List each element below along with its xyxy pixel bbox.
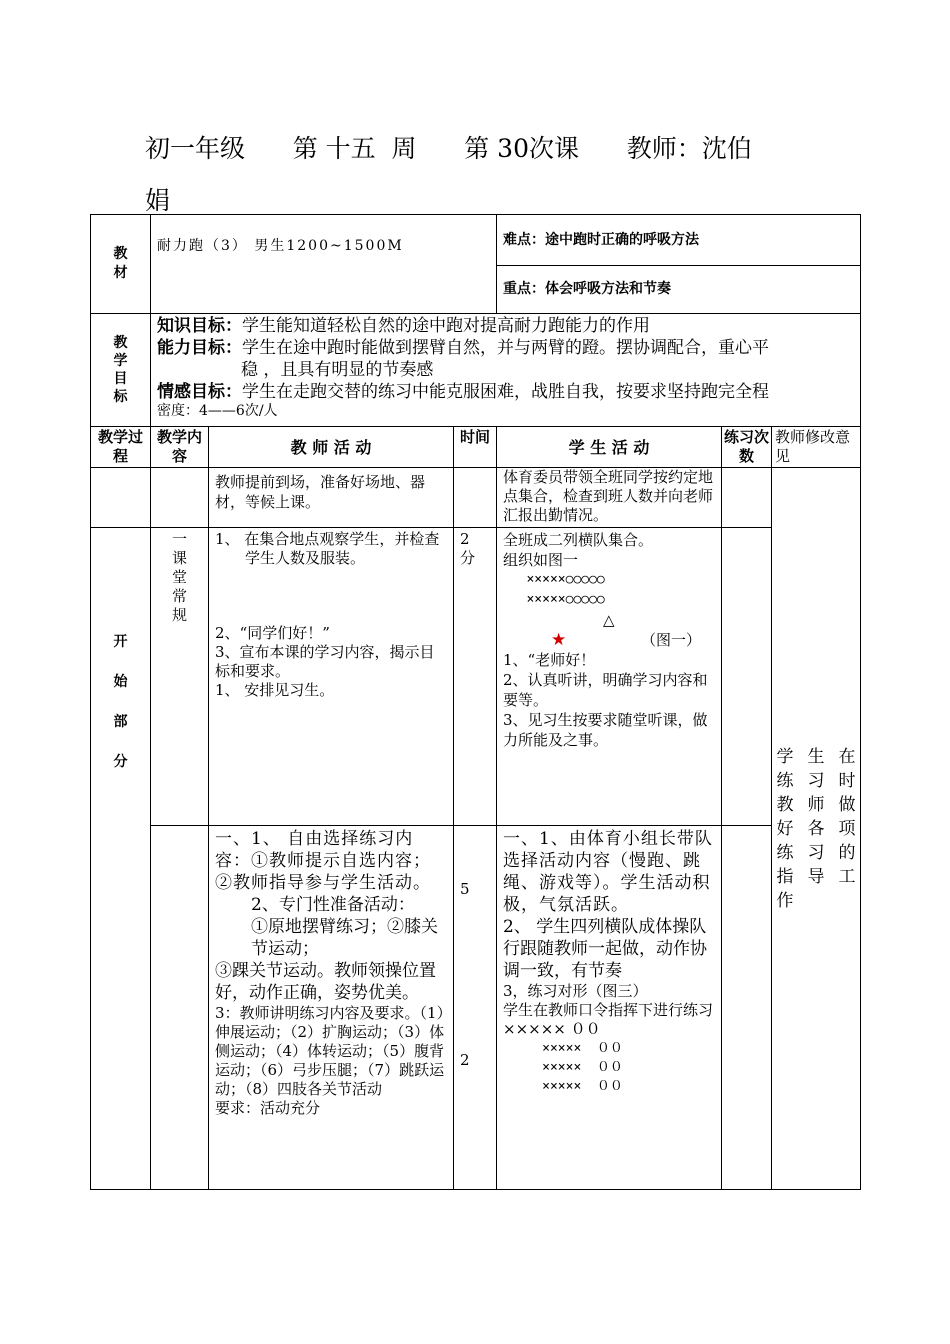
col-count: 练习次数 [722, 427, 772, 468]
warmup-teacher-3: ①原地摆臂练习；②膝关节运动； [251, 917, 438, 959]
start-student [497, 528, 722, 826]
warmup-time-2: 2 [460, 1051, 470, 1069]
formation-row-2: ×××××○○○○○ [503, 592, 605, 607]
ability-text: 学生在途中跑时能做到摆臂自然，并与两臂的蹬。摆协调配合，重心平 [242, 338, 769, 358]
key-point: 重点：体会呼吸方法和节奏 [497, 266, 861, 314]
remark-col-3: 在 时 做 项 的 工 [838, 746, 856, 887]
ability-label: 能力目标： [157, 338, 242, 358]
warmup-count [722, 826, 772, 1190]
goal-label: 教 学 目 标 [91, 314, 151, 427]
warmup-teacher-2: 2、专门性准备活动： [251, 895, 415, 915]
col-content: 教学内容 [151, 427, 209, 468]
material-text: 耐力跑（3） 男生1200~1500M [151, 215, 497, 314]
remark-text [772, 745, 860, 913]
warmup-student-3: 3，练习对形（图三） [503, 982, 648, 1000]
pre-teacher: 教师提前到场，准备好场地、器材，等候上课。 [209, 468, 454, 528]
start-student-3: 1、“老师好！ [503, 651, 596, 669]
grade: 初一年级 [145, 134, 246, 163]
formation-b: ××××× ００ [503, 1060, 623, 1075]
emotion-text: 学生在走跑交替的练习中能克服困难，战胜自我，按要求坚持跑完全程 [242, 382, 769, 402]
start-teacher-1: 1、 在集合地点观察学生，并检查学生人数及服装。 [215, 530, 440, 567]
col-time: 时间 [454, 427, 497, 468]
emotion-label: 情感目标： [157, 382, 242, 402]
warmup-teacher-5: 3：教师讲明练习内容及要求。（1）伸展运动；（2）扩胸运动；（3）体侧运动；（4）体转运动；（5）腹背运动；（6）弓步压腿；（7）跳跃运动；（8）四肢各关节活动 [215, 1004, 445, 1098]
start-student-1: 全班成二列横队集合。 [503, 531, 654, 549]
figure-label: （图一） [641, 631, 702, 649]
ability-text-2: 稳 ，且具有明显的节奏感 [241, 360, 434, 380]
formation-teacher-mark: △ [603, 611, 615, 629]
col-teacher: 教 师 活 动 [209, 427, 454, 468]
start-student-5: 3、见习生按要求随堂听课，做力所能及之事。 [503, 711, 708, 749]
material-label: 教 材 [91, 215, 151, 314]
formation-a: ××××× ００ [503, 1041, 623, 1056]
lesson-plan-table [90, 214, 861, 1190]
pre-content [151, 468, 209, 528]
teacher-name-continued: 娟 [145, 186, 171, 215]
knowledge-label: 知识目标： [157, 316, 242, 336]
week: 第 十五 周 [292, 134, 417, 163]
start-teacher-4: 1、 安排见习生。 [215, 681, 335, 699]
remark-cell [772, 468, 861, 1190]
col-student: 学 生 活 动 [497, 427, 722, 468]
start-teacher-3: 3、宣布本课的学习内容，揭示目标和要求。 [215, 643, 435, 680]
pre-time [454, 468, 497, 528]
start-time: 2 分 [454, 528, 497, 826]
remark-col-2: 生 习 师 各 习 导 [807, 746, 825, 887]
knowledge-text: 学生能知道轻松自然的途中跑对提高耐力跑能力的作用 [242, 316, 650, 336]
warmup-content [151, 826, 209, 1190]
formation-row-1: ×××××○○○○○ [503, 572, 605, 587]
start-count [722, 528, 772, 826]
col-remark: 教师修改意见 [772, 427, 861, 468]
warmup-teacher-1: 一、1、 自由选择练习内容：①教师提示自选内容；②教师指导参与学生活动。 [215, 829, 431, 893]
section-start-label: 开 始 部 分 [91, 528, 151, 1190]
goals-cell [151, 314, 861, 427]
pre-count [722, 468, 772, 528]
star-icon: ★ [551, 630, 567, 650]
remark-col-1: 学 练 教 好 练 指 作 [776, 746, 794, 911]
warmup-time [454, 826, 497, 1190]
formation-c: ××××× ００ [503, 1079, 623, 1094]
start-student-2: 组织如图一 [503, 551, 579, 569]
warmup-teacher-6: 要求：活动充分 [215, 1099, 321, 1117]
pre-process [91, 468, 151, 528]
start-teacher [209, 528, 454, 826]
warmup-teacher-4: ③踝关节运动。教师领操位置好，动作正确，姿势优美。 [215, 961, 436, 1003]
lesson-title [145, 123, 825, 227]
warmup-time-1: 5 [460, 880, 470, 898]
start-teacher-2: 2、“同学们好！” [215, 624, 330, 642]
density: 密度：4——6次/人 [157, 403, 278, 419]
warmup-student-2: 2、 学生四列横队成体操队行跟随教师一起做，动作协调一致，有节奏 [503, 917, 707, 981]
warmup-student-4: 学生在教师口令指挥下进行练习××××× ００ [503, 1001, 714, 1038]
difficulty: 难点：途中跑时正确的呼吸方法 [497, 215, 861, 266]
lesson-number: 第 30次课 [464, 134, 579, 163]
teacher-label: 教师：沈伯 [626, 134, 752, 163]
pre-student: 体育委员带领全班同学按约定地点集合，检查到班人数并向老师汇报出勤情况。 [497, 468, 722, 528]
start-student-4: 2、认真听讲，明确学习内容和要等。 [503, 671, 708, 709]
warmup-teacher [209, 826, 454, 1190]
warmup-student [497, 826, 722, 1190]
content-routine: 一 课 堂 常 规 [151, 528, 209, 826]
warmup-student-1: 一、1、由体育小组长带队选择活动内容（慢跑、跳绳、游戏等）。学生活动积极，气氛活跃。 [503, 829, 713, 915]
col-process: 教学过程 [91, 427, 151, 468]
